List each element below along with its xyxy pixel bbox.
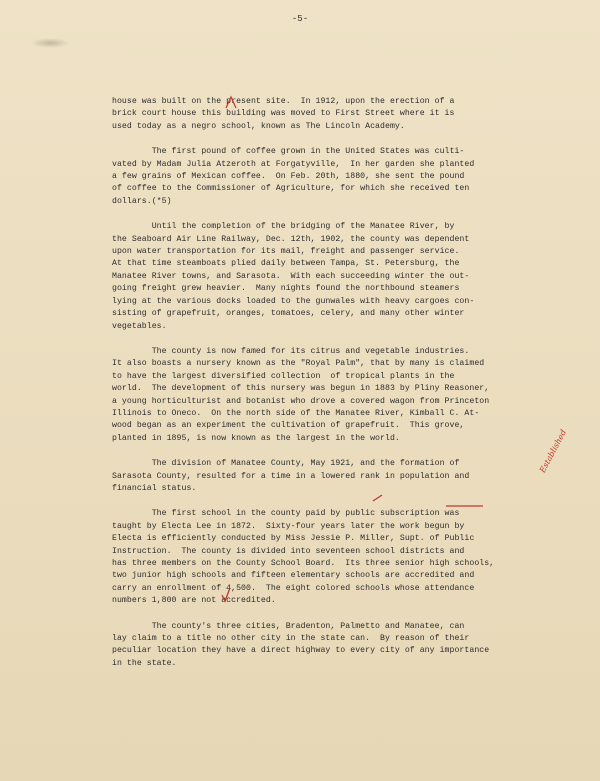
paragraph-citrus: The county is now famed for its citrus and vegetable industries. It also boasts a nursery known as the "Royal Palm", that by many is claimed to have the largest diversified collection of tropical plants in the world. The development of this nursery was begun in 1883 by Pliny Reasoner, a young horticulturist and botanist who drove a covered wagon from Princeton Illinois to Oneco. On the north side of the Manatee River, Kimball C. At- wood began as an experiment the cultivation of grapefruit. This grove, planted in 1895, is now known as the largest in the world. — [112, 346, 490, 443]
paragraph-railway: Until the completion of the bridging of the Manatee River, by the Seaboard Air Line Railway, Dec. 12th, 1902, the county was dependent upon water transportation for its mail, freight and passenger service. At that time steamboats plied daily between Tampa, St. Petersburg, the Manatee River towns, and Sarasota. With each succeeding winter the out- going freight grew heavier. Many nights found the northbound steamers lying at the various docks loaded to the gunwales with heavy cargoes con- sisting of grapefruit, oranges, tomatoes, celery, and many other winter vegetables. — [112, 222, 475, 331]
red-strike-mark — [372, 493, 384, 503]
red-caret-mark — [224, 94, 238, 110]
page-number: -5- — [291, 14, 309, 24]
paragraph-coffee: The first pound of coffee grown in the United States was culti- vated by Madam Julia Atzeroth at Forgatyville, In her garden she planted a few grains of Mexican coffee. On Feb. 20th, 1880, she sent the pound of coffee to the Commissioner of Agriculture, for which she received ten dollars.(*5) — [112, 147, 475, 206]
red-underline-mark — [445, 503, 485, 509]
red-check-mark — [220, 587, 232, 603]
paragraph-courthouse: house was built on the present site. In 1912, upon the erection of a brick court house this building was moved to First Street where it is used today as a negro school, known as The Lincoln Academy. — [112, 97, 455, 131]
document-body — [112, 96, 552, 670]
paragraph-schools: The first school in the county paid by public subscription was taught by Electa Lee in 1872. Sixty-four years later the work begun by Electa is efficiently conducted by Miss Jessie P. Miller, Supt. of Public Instruction. The county is divided into seventeen school districts and has three members on the County School Board. Its three senior high schools, two junior high schools and fifteen elementary schools are accredited and carry an enrollment of 4,500. The eight colored schools whose attendance numbers 1,800 are not accredited. — [112, 509, 495, 606]
margin-note: Established — [538, 428, 569, 475]
paragraph-cities: The county's three cities, Bradenton, Palmetto and Manatee, can lay claim to a title no other city in the state can. By reason of their peculiar location they have a direct highway to every city of any importance in the state. — [112, 621, 490, 668]
paragraph-division: The division of Manatee County, May 1921, and the formation of Sarasota County, resulted for a time in a lowered rank in population and financial status. — [112, 459, 470, 493]
ink-smudge — [30, 38, 70, 48]
